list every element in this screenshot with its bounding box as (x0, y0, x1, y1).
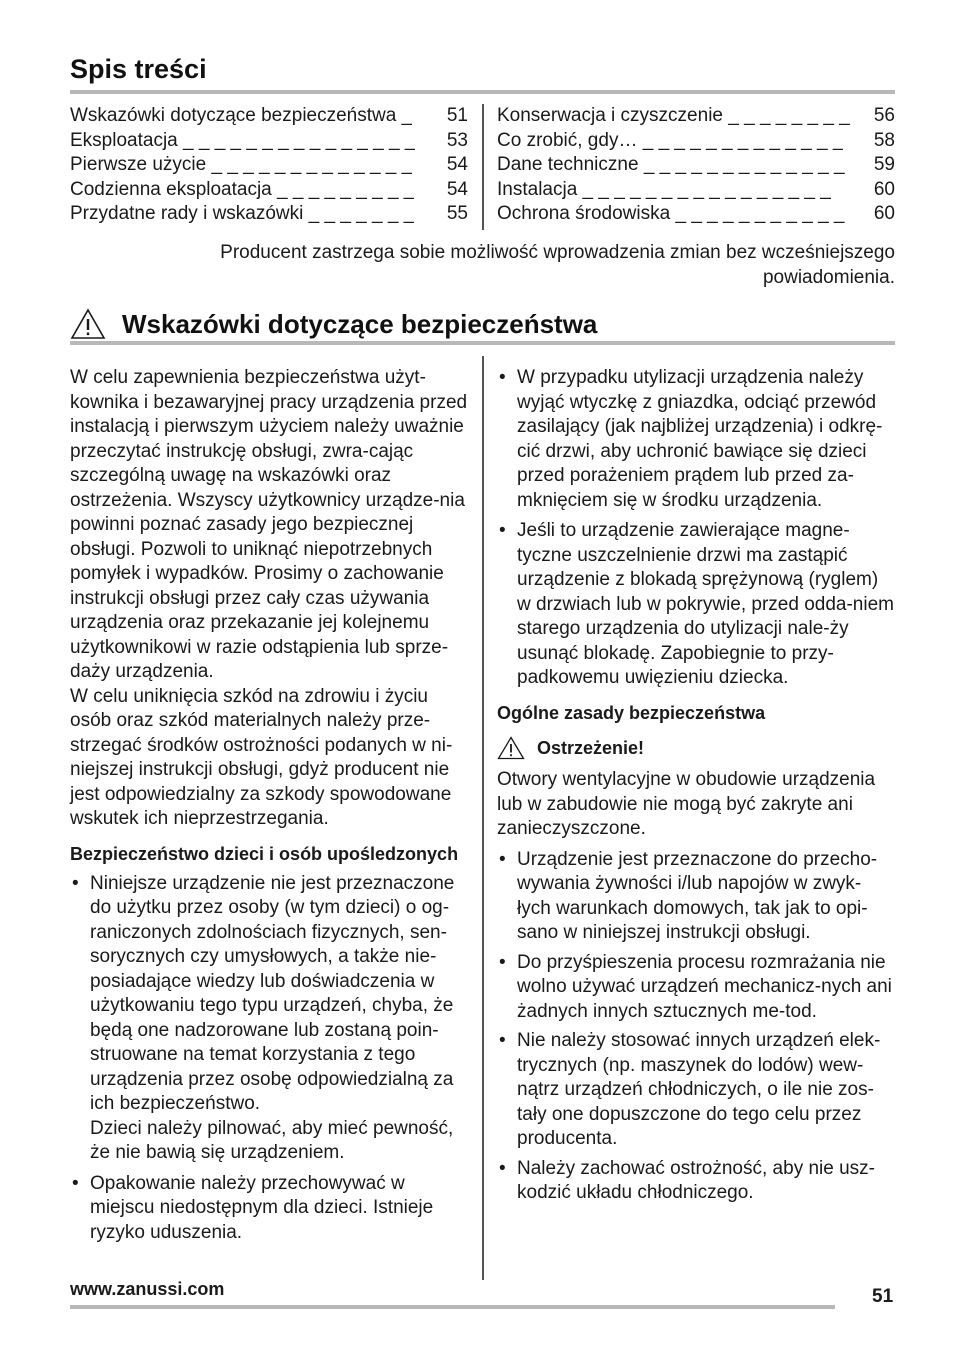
safety-section-heading (70, 306, 597, 342)
toc-entry-label: Eksploatacja _ _ _ _ _ _ _ _ _ _ _ _ _ _ _ (70, 129, 416, 151)
toc-entry-label: Instalacja _ _ _ _ _ _ _ _ _ _ _ _ _ _ _ _ (497, 178, 831, 200)
warning-triangle-icon (497, 736, 525, 760)
warning-label: Ostrzeżenie! (537, 737, 645, 758)
toc-entry-page: 59 (873, 154, 895, 176)
bullet-text: • Opakowanie należy przechowywać w miejscu niedostępnym dla dzieci. Istnieje ryzyko uduszenia. (90, 1172, 434, 1243)
toc-entry-page: 56 (873, 105, 895, 126)
children-safety-list (70, 872, 468, 1246)
intro-paragraph-2: W celu uniknięcia szkód na zdrowiu i życiu osób oraz szkód materialnych należy prze-strzegać środków ostrożności podanych w ni-niejszej instrukcji obsługi, gdyż producent nie jest odpowiedzialny za szkody spowodowane wskutek ich nieprzestrzegania. (70, 685, 453, 829)
disclaimer-line: powiadomienia. (762, 267, 895, 288)
list-item (497, 951, 895, 1025)
toc-entry[interactable] (497, 178, 895, 203)
disposal-safety-list (497, 366, 895, 691)
toc-left-column (70, 104, 468, 227)
safety-right-column (497, 366, 895, 1206)
toc-column-divider (482, 104, 484, 230)
warning-text: Otwory wentylacyjne w obudowie urządzenia lub w zabudowie nie mogą być zakryte ani zanieczyszczone. (497, 769, 876, 839)
body-column-divider (482, 356, 484, 1280)
safety-left-column (70, 366, 468, 1245)
list-item (497, 1029, 895, 1152)
toc-entry[interactable] (70, 104, 468, 129)
list-item (70, 872, 468, 1166)
toc-entry[interactable] (497, 202, 895, 227)
bullet-text: • W przypadku utylizacji urządzenia należy wyjąć wtyczkę z gniazdka, odciąć przewód zasilający (jak najbliżej urządzenia) i odkrę-cić drzwi, aby uchronić bawiące się dzieci przed porażeniem prądem lub przed za-mknięciem się w środku urządzenia. (517, 367, 883, 511)
bullet-text: • Należy zachować ostrożność, aby nie usz-kodzić układu chłodniczego. (517, 1157, 875, 1203)
footer-url[interactable]: www.zanussi.com (70, 1279, 225, 1299)
toc-entry-label: Dane techniczne _ _ _ _ _ _ _ _ _ _ _ _ _ (497, 154, 845, 176)
toc-entry-page: 54 (446, 178, 468, 200)
toc-entry[interactable] (497, 153, 895, 178)
toc-entry-page: 54 (446, 154, 468, 176)
toc-entry-label: Pierwsze użycie _ _ _ _ _ _ _ _ _ _ _ _ _ (70, 154, 413, 176)
toc-right-column (497, 104, 895, 227)
footer-rule (70, 1305, 835, 1309)
toc-entry-label: Co zrobić, gdy… _ _ _ _ _ _ _ _ _ _ _ _ _ (497, 129, 844, 151)
toc-entry-page: 53 (446, 129, 468, 151)
warning-callout (497, 736, 895, 761)
toc-entry-label: Wskazówki dotyczące bezpieczeństwa _ (70, 105, 413, 126)
bullet-text: • Jeśli to urządzenie zawierające magne-tyczne uszczelnienie drzwi ma zastąpić urządzenie z blokadą sprężynową (ryglem) w drzwiach lub w pokrywie, przed odda-niem starego urządzenia do utylizacji nale-ży usunąć blokadę. Zapobiegnie to przy-padkowemu uwięzieniu dziecka. (517, 520, 894, 688)
list-item (497, 1157, 895, 1206)
toc-entry[interactable] (70, 202, 468, 227)
toc-entry-label: Codzienna eksploatacja _ _ _ _ _ _ _ _ _ (70, 178, 415, 200)
change-disclaimer (180, 240, 895, 290)
list-item (497, 366, 895, 513)
intro-paragraph: W celu zapewnienia bezpieczeństwa użyt-kownika i bezawaryjnej pracy urządzenia przed instalacją i pierwszym użyciem należy uważnie przeczytać instrukcję obsługi, zwra-cając szczególną uwagę na wskazówki oraz ostrzeżenia. Wszyscy użytkownicy urządze-nia powinni poznać zasady jego bezpiecznej obsługi. Pozwoli to uniknąć niepotrzebnych pomyłek i wypadków. Prosimy o zachowanie instrukcji obsługi przez cały czas używania urządzenia oraz przekazanie jej kolejnemu użytkownikowi w razie odstąpienia lub sprze-daży urządzenia. (70, 367, 468, 682)
safety-title-rule (70, 341, 895, 345)
toc-entry[interactable] (70, 129, 468, 154)
general-safety-heading: Ogólne zasady bezpieczeństwa (497, 702, 766, 723)
toc-entry[interactable] (497, 129, 895, 154)
toc-entry-page: 55 (446, 203, 468, 225)
list-item (70, 1172, 468, 1246)
page-number: 51 (872, 1286, 894, 1307)
bullet-text: • Do przyśpieszenia procesu rozmrażania nie wolno używać urządzeń mechanicz-nych ani żadnych innych sztucznych me-tod. (517, 951, 892, 1022)
toc-title: Spis treści (70, 54, 207, 84)
toc-entry[interactable] (70, 178, 468, 203)
general-safety-list (497, 848, 895, 1206)
bullet-text: • Nie należy stosować innych urządzeń elek-trycznych (np. maszynek do lodów) wew-nątrz urządzeń chłodniczych, o ile nie zos-tały one dopuszczone do tego celu przez producenta. (517, 1030, 881, 1149)
toc-entry-page: 60 (873, 203, 895, 225)
toc-entry-page: 51 (446, 105, 468, 126)
warning-triangle-icon (70, 308, 106, 340)
bullet-text: • Niniejsze urządzenie nie jest przeznaczone do użytku przez osoby (w tym dzieci) o og-raniczonych zdolnościach fizycznych, sen-sorycznych czy umysłowych, a także nie-posiadające wiedzy lub doświadczenia w użytkowaniu tego typu urządzeń, chyba, że będą one nadzorowane lub zostaną poin-struowane na temat korzystania z tego urządzenia przez osobę odpowiedzialną za ich bezpieczeństwo. (90, 872, 455, 1114)
list-item (497, 519, 895, 691)
bullet-text: • Urządzenie jest przeznaczone do przecho-wywania żywności i/lub napojów w zwyk-łych warunkach domowych, tak jak to opi-sano w niniejszej instrukcji obsługi. (517, 848, 878, 943)
toc-entry-page: 60 (873, 178, 895, 200)
children-safety-heading: Bezpieczeństwo dzieci i osób upośledzonych (70, 843, 459, 864)
toc-entry[interactable] (497, 104, 895, 129)
toc-entry-page: 58 (873, 129, 895, 151)
toc-entry[interactable] (70, 153, 468, 178)
toc-entry-label: Konserwacja i czyszczenie _ _ _ _ _ _ _ _ (497, 105, 850, 126)
disclaimer-line: Producent zastrzega sobie możliwość wprowadzenia zmian bez wcześniejszego (220, 242, 895, 263)
toc-entry-label: Przydatne rady i wskazówki _ _ _ _ _ _ _ (70, 203, 415, 225)
bullet-text: Dzieci należy pilnować, aby mieć pewność, że nie bawią się urządzeniem. (90, 1117, 454, 1163)
toc-entry-label: Ochrona środowiska _ _ _ _ _ _ _ _ _ _ _ (497, 203, 845, 225)
toc-title-rule (70, 90, 895, 94)
safety-title: Wskazówki dotyczące bezpieczeństwa (122, 308, 598, 339)
list-item (497, 848, 895, 946)
